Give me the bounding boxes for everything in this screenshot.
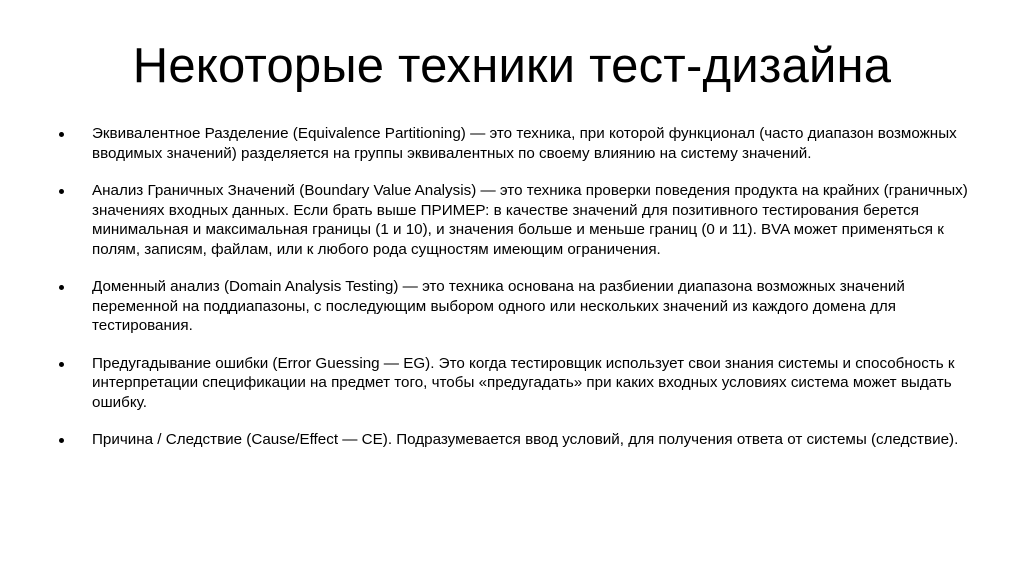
bullet-text: Доменный анализ (Domain Analysis Testing) — это техника основана на разбиении диапазона возможных значений переменной на поддиапазоны, с последующим выбором одного или нескольких значений из каждого домена для тестирования. [92, 278, 905, 334]
bullet-icon [59, 438, 64, 443]
bullet-icon [59, 132, 64, 137]
bullet-text: Анализ Граничных Значений (Boundary Value Analysis) — это техника проверки поведения продукта на крайних (граничных) значениях входных данных. Если брать выше ПРИМЕР: в качестве значений для позитивного тестирования берется минимальная и максимальная границы (1 и 10), и значения больше и меньше границ (0 и 11). BVA может применяться к полям, записям, файлам, или к любого рода сущностям имеющим ограничения. [92, 182, 968, 258]
bullet-item-error-guessing [56, 354, 986, 413]
bullet-list [56, 124, 986, 468]
bullet-icon [59, 285, 64, 290]
bullet-text: Эквивалентное Разделение (Equivalence Partitioning) — это техника, при которой функционал (часто диапазон возможных вводимых значений) разделяется на группы эквивалентных по своему влиянию на систему значений. [92, 125, 957, 162]
bullet-text: Причина / Следствие (Cause/Effect — CE). Подразумевается ввод условий, для получения ответа от системы (следствие). [92, 431, 959, 448]
slide-title: Некоторые техники тест-дизайна [132, 39, 892, 93]
bullet-item-cause-effect [56, 430, 986, 450]
bullet-text: Предугадывание ошибки (Error Guessing — EG). Это когда тестировщик использует свои знания системы и способность к интерпретации спецификации на предмет того, чтобы «предугадать» при каких входных условиях система может выдать ошибку. [92, 354, 955, 411]
bullet-item-domain-analysis [56, 277, 986, 336]
bullet-icon [59, 362, 64, 367]
bullet-item-boundary-value-analysis [56, 181, 986, 259]
bullet-item-equivalence-partitioning [56, 124, 986, 163]
bullet-icon [59, 189, 64, 194]
